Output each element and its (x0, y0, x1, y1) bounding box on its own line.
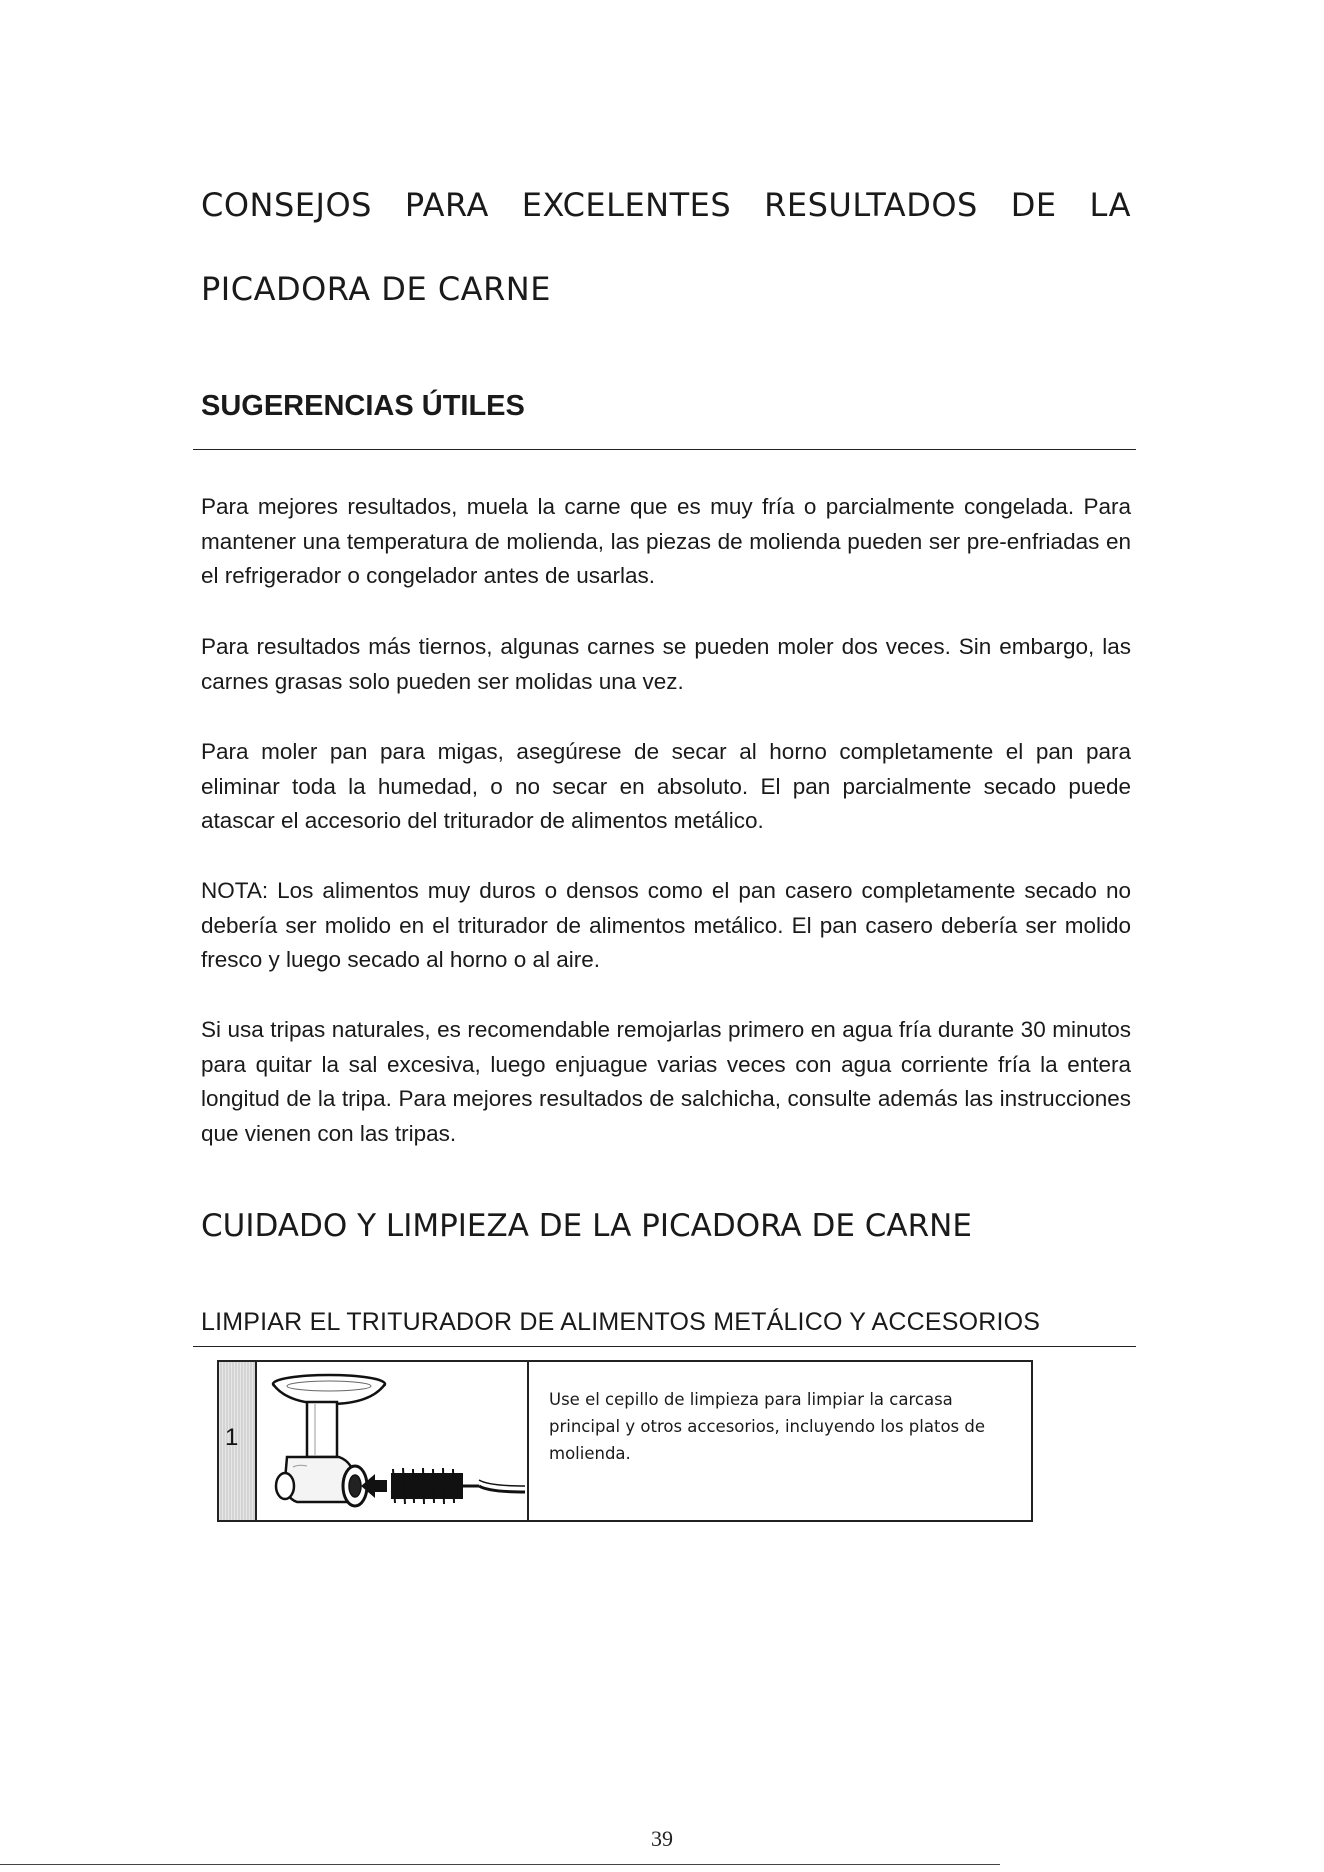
page-number: 39 (651, 1826, 673, 1851)
step-instruction-text: Use el cepillo de limpieza para limpiar la carcasa principal y otros accesorios, incluyendo los platos de molienda. (549, 1390, 986, 1463)
tip-paragraph-bread-crumbs: Para moler pan para migas, asegúrese de secar al horno completamente el pan para eliminar toda la humedad, o no secar en absoluto. El pan parcialmente secado puede atascar el accesorio del triturador de alimentos metálico. (201, 739, 1131, 833)
tip-paragraph-cold-meat: Para mejores resultados, muela la carne que es muy fría o parcialmente congelada. Para mantener una temperatura de molienda, las piezas de molienda pueden ser pre-enfriadas en el refrigerador o congelador antes de usarlas. (201, 494, 1131, 588)
step-number: 1 (225, 1424, 239, 1451)
cleaning-step-table (217, 1360, 1033, 1522)
tip-paragraph-grind-twice: Para resultados más tiernos, algunas carnes se pueden moler dos veces. Sin embargo, las carnes grasas solo pueden ser molidas una vez. (201, 634, 1131, 694)
step-number-cell (219, 1362, 257, 1520)
tip-paragraph-casings: Si usa tripas naturales, es recomendable remojarlas primero en agua fría durante 30 minutos para quitar la sal excesiva, luego enjuague varias veces con agua corriente fría la entera longitud de la tripa. Para mejores resultados de salchicha, consulte además las instrucciones que vienen con las tripas. (201, 1017, 1131, 1146)
page-title-line-1: CONSEJOS PARA EXCELENTES RESULTADOS DE LA (201, 186, 1131, 224)
step-illustration-cell (257, 1362, 529, 1520)
tips-divider (193, 449, 1136, 450)
care-subheading: LIMPIAR EL TRITURADOR DE ALIMENTOS METÁLICO Y ACCESORIOS (201, 1308, 1041, 1336)
meat-grinder-brush-icon (257, 1362, 527, 1520)
tip-paragraph-note: NOTA: Los alimentos muy duros o densos como el pan casero completamente secado no debería ser molido en el triturador de alimentos metálico. El pan casero debería ser molido fresco y luego secado al horno o al aire. (201, 878, 1131, 972)
care-divider (193, 1346, 1136, 1347)
page-title-line-2: PICADORA DE CARNE (201, 270, 551, 308)
footer-divider (0, 1864, 1000, 1865)
tips-heading: SUGERENCIAS ÚTILES (201, 390, 525, 422)
care-heading: CUIDADO Y LIMPIEZA DE LA PICADORA DE CARNE (201, 1208, 972, 1244)
